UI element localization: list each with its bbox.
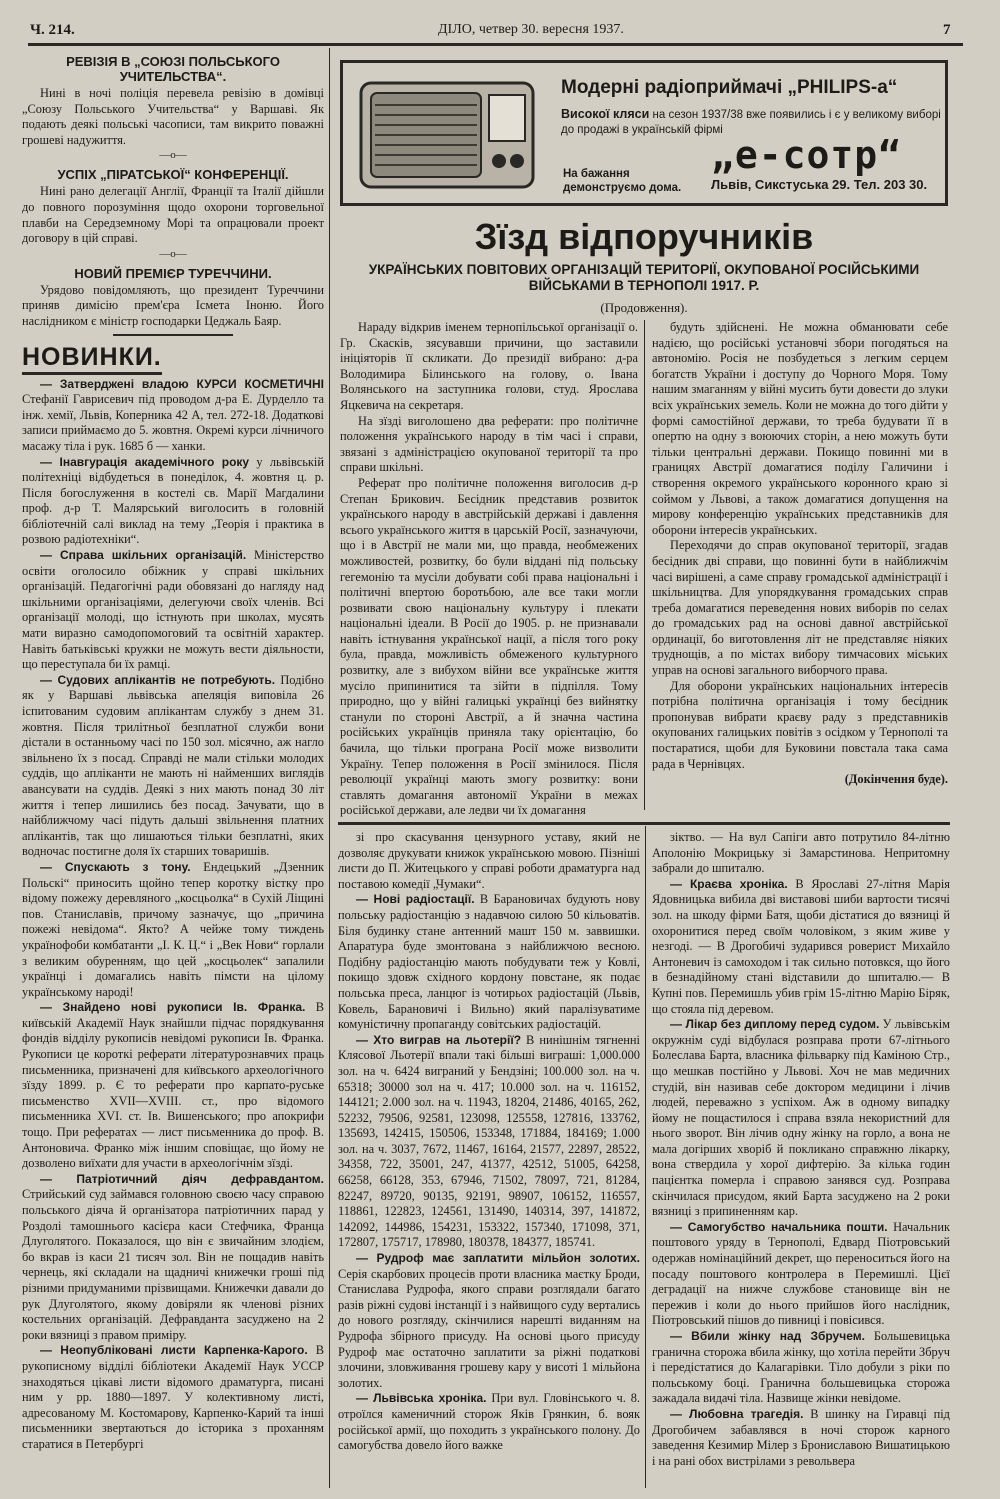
item-text: При вул. Гловінського ч. 8. отроїлся каменичний сторож Яків Грянкин, б. вояк російської армії, що походить з українського полону. До самогубства довело його важке: [338, 1391, 640, 1453]
news-item: [338, 892, 640, 1032]
item-lead: — Спускають з тону.: [40, 859, 191, 874]
paper-date: ДІЛО, четвер 30. вересня 1937.: [438, 22, 624, 37]
middle-column: [338, 830, 640, 1488]
item-text: У львівськім окружнім суді відбулася розправа проти 67-літнього Болеслава Барта, власника фільварку під Каміною Стр., що мешкав постійно у Львові. Хоч не мав медичних студій, він називав себе доктором медицини і лічив людей, переважно з успіхом. Аж в одному випадку йому не пощастилося і справа взяла некористний для нього зворот. Він лічив одну жінку на горло, а вона не мала догірших хворіб й покликано справжню лікарку, вона ствердила у хорої дифтерію. За кілька годин пацієнтка померла і справою занявся суд. Розправа скінчилася присудом, який Бартa засуджено на 2 роки вязниці з припиненням кар.: [652, 1017, 950, 1219]
item-text: В київській Академії Наук знайшли підчас порядкування фондів відділу рукописів невідомі рукописи Ів. Франка. Рукописи це короткі реферати літературознавчих праць письменника, призначені для київського археологічного зїзду 1899. р. Є то реферати про карпато-руське письменство XVII—XVIII. ст., про відомого письменника XVI. ст. Ів. Вишенського; про апокрифи тощо. При рефератах — лист письменника до проф. В. Антоновича. Франко між іншим сповіщає, що йому не дозволено виїхати для участи в археологічнім зїзді.: [22, 1000, 324, 1171]
column-divider: [329, 48, 330, 1488]
item-text: В Барановичах будують нову польську радіостанцію з надавчою силою 50 кільоватів. Біля будинку стане антенний машт 150 м. заввишки. Апаратура буде змонтована з найближчою весною. Подібну радіостанцію мають побудувати теж у Ковлі, покищо здовж східного кордону повстане, як подає польська преса, ланцюг із чотирьох радіостацій (Львів, Ковель, Барановичі і Вильно) який паралізуватиме комуністичну пропаганду совітських радіостацій.: [338, 892, 640, 1032]
news-item: [652, 1017, 950, 1220]
ad-demo: На бажання демонструємо дома.: [563, 168, 682, 194]
item-text: Міністерство освіти оголосило обіжник у справі шкільних організацій. Педагогічні ради обовязані до нагляду над шкільними організаціями, делегуючи своїх членів. Всі організації молоді, що істнують при школах, мусять мати виразно самодопомоговий та освітній характер. Навіть батьківські кружки не можуть вести діяльности, що переступала би їх рамці.: [22, 548, 324, 672]
news-title: УСПІХ „ПІРАТСЬКОЇ“ КОНФЕРЕНЦІЇ.: [57, 167, 289, 183]
item-text: Стефанії Гаврисевич під проводом д-ра Е. Дурделло та інж. хемії, Львів, Коперника 42 А, тел. 272-18. Додаткові записи приймаємо до 5. жовтня. Окремі курси лічничого масажу тіла і рук. 1685 б — ханки.: [22, 392, 324, 453]
article-paragraph: Реферат про політичне положення виголосив д-р Степан Брикович. Бесідник представив розвиток українського народу в австрійській державі і давлення всього українського життя в царській Росії, зазначуючи, що і в Австрії не мали ми, що правда, необмежених можливостей, розвитку, бо були віддані під польську гегемонію та мусіли добувати собі права національні і політичні впертою боротьбою, але все таки могли розвивати свою національну культуру і плекати національні ідеали. В Росії до 1905. р. не признавали навіть істнування української нації, а після того року була, правда, можливість обмеженого культурного розвитку, але з вибухом війни все українське життя мусіло припинитися та зійти в підпілля. Тому природно, що у війні галицькі українці без вийнятку станули по стороні Австрії, а й значна частина російських українців приняла таку орієнтацію, бо бачила, що тільки програна Росії може визволити Україну. Тепер положення в Росії змінилося. Після революції українці мають змогу розвитку: вони ставлять домагання автономії України в межах російської держави, але ледви чи їх домагання: [340, 475, 638, 818]
article-paragraph: будуть здійснені. Не можна обманювати себе надією, що російські установчі збори погодяться на автономію. Росія не позбудеться з легким серцем богатств України і доступу до Чорного Моря. Тому нашим змаганням у війні мусить бути довести до злуки всіх українських земель. Коли не можна до того дійти у формі самостійної держави, то треба будувати її в опертю на одну з воюючих сторін, а нею можуть бути тільки центральні держави. Покищо повинні ми в границях Австрії домагатися поділу Галичини і створення окремого українського коронного краю зі соймом у Львові, а також домагатися допущення на мирову конференцію українських представників для оборони інтересів українських.: [652, 320, 948, 537]
article-column-1: [340, 320, 638, 818]
news-item: [22, 377, 324, 455]
item-text: зі про скасування цензурного уставу, який не дозволяє друкувати книжок українською мовою. Пізніші листи до П. Житецького у справі роботи драматурга над поставою комедії „Чумаки“.: [338, 830, 640, 891]
news-item: [338, 1251, 640, 1391]
item-lead: — Лікар без диплому перед судом.: [670, 1017, 880, 1032]
philips-advertisement: [340, 60, 948, 206]
news-item: [22, 1000, 324, 1172]
item-lead: — Судових аплікантів не потребують.: [40, 672, 276, 687]
item-text: В рукописному відділі бібліотеки Академії Наук УССР знаходяться цікаві листи відомого драматурга, писані ним у рр. 1880—1897. У колективному листі, адресованому М. Костомарову, Карпенко-Карий та інші письменники звертаються до історика з проханням старатися в Петербургі: [22, 1343, 324, 1451]
news-item: [22, 673, 324, 860]
item-lead: — Любовна трагедія.: [670, 1406, 804, 1421]
separator: —o—: [159, 149, 187, 162]
column-divider: [645, 826, 646, 1488]
item-text: Начальник поштового уряду в Тернополі, Едвард Піотровський одержав номінаційний декрет, що переноситься його на посаду поштового контролера в Перемишлі. Цієї деградації на нижче службове становище він не пережив і коли до нього прийшов його наслідник, Піотровський пішов до пивниці і повісився.: [652, 1219, 950, 1328]
article-subtitle: УКРАЇНСЬКИХ ПОВІТОВИХ ОРГАНІЗАЦІЙ ТЕРИТОРІЇ, ОКУПОВАНОЇ РОСІЙСЬКИМИ ВІЙСЬКАМИ В ТЕРНОПОЛІ 1917. Р.: [368, 262, 920, 293]
news-item: [22, 548, 324, 673]
item-lead: — Вбили жінку над Збручем.: [670, 1329, 865, 1343]
item-text: Большевицька гранична сторожа вбила жінку, що хотіла перейти Збруч і передістатися до Калагарівки. Тіло добули з ріки по польському боці. Гранична большевицька сторожа зажадала видачі тіла. Назвище жінки невідоме.: [652, 1329, 950, 1406]
article-paragraph: Для оборони українських національних інтересів потрібна політична організація і тому бесідник пропонував вибрати краєву раду з представників окупованих галицьких повітів з осідком у Тернополі та постаратися, щоби для Буковини повстала така сама рада в Чернівцях.: [652, 678, 948, 771]
item-lead: — Самогубство начальника пошти.: [670, 1219, 888, 1234]
section-rule: [113, 334, 234, 336]
news-item: [22, 1343, 324, 1452]
news-item: [652, 1220, 950, 1329]
header-rule: [28, 43, 963, 46]
news-item: [338, 830, 640, 892]
article-paragraph: Нараду відкрив іменем тернопільської організації о. Гр. Скасків, зясувавши причини, що заставили ініціяторів її скликати. До президії вибрано: д-ра Володимира Білинського на голову, о. Івана Волянського на заступника голови, студ. Ярослава Яцкевича на секретаря.: [340, 320, 638, 412]
page-number-left: Ч. 214.: [30, 22, 75, 38]
item-text: Серія скарбових процесів проти власника маєтку Броди, Станислава Рудрофа, якого справи розглядали багато разів ріжні судові інстанції і з найвищого суду вертались до нового розгляду, скінчилися нарешті виданням на Рудрофа збірного присуду. На основі цього присуду Рудроф має остаточно заплатити за ріжні податкові злочини, зловживання грошеву кару у висоті 1 мільйона золотих.: [338, 1266, 640, 1390]
item-lead: — Львівська хроніка.: [356, 1391, 487, 1406]
news-item: [22, 1172, 324, 1344]
item-text: Стрийський суд займався головною своєю часу справою польського діяча й організатора патріотичних парад у Роздолі тамошнього касієра каси Стефчика, Франца Длуголятого. Показалося, що він є звичайним злодієм, бо вкрав із каси 21 тисяч зол. Він не пощадив навіть чернець, які складали на щадничі книжечки гроші під різними придуманими прізвищами. Книжечки давали до рук Длуголятого, якому довіряли як членові різних костельних організацій. Дефравданта засуджено на 2 роки вязниці з правом приміру.: [22, 1187, 324, 1342]
item-text: Ендецький „Дзенник Польскі“ приносить щойно тепер коротку вістку про відому пожежу деревляного „косцьолка“ в Сухій Ліщині пов. Станиславів, причому зазначує, що „причина пожежі невідома“. Якто? А чейже тому тиждень українофоби комбатанти „І. К. Ц.“ і „Век Нови“ горлали з великим обуренням, що цей „косцьолек“ запалили українці і домагались навіть пімсти на цілому українському народі!: [22, 859, 324, 999]
article-bottom-rule: [338, 822, 950, 825]
column-divider: [644, 320, 645, 810]
news-title: РЕВІЗІЯ В „СОЮЗІ ПОЛЬСЬКОГО УЧИТЕЛЬСТВА“.: [66, 54, 280, 84]
item-lead: — Патріотичний діяч дефравдантом.: [40, 1171, 324, 1186]
ad-brand: „е-сотр“: [711, 133, 903, 177]
news-title: НОВИЙ ПРЕМІЄР ТУРЕЧЧИНИ.: [74, 265, 272, 281]
news-item: [652, 830, 950, 877]
article-title: Зїзд відпоручників: [474, 216, 814, 257]
item-lead: — Хто виграв на льотерії?: [356, 1032, 522, 1047]
radio-receiver-icon: [357, 75, 537, 193]
novynky-heading: НОВИНКИ.: [22, 342, 162, 375]
article-paragraph: На зїзді виголошено два реферати: про політичне положення українського народу в тім часі і справи, звязані з адміністрацією окупованої території та про справи шкільні.: [340, 413, 638, 475]
item-text: у львівській політехніці відбудеться в понеділок, 4. жовтня ц. р. Після богослуження в костелі св. Марії Магдалини проф. д-р Т. Малярський виголосить в головній бібліотечній салі виклад на тему „Теорія і практика в розвою радіотехніки“.: [22, 454, 324, 547]
separator: —o—: [159, 247, 187, 260]
news-body: Урядово повідомляють, що президент Туреччини приняв димісію прем'єра Ісмета Іноню. Його наслідником є міністр господарки Цеджаль Баяр.: [22, 282, 324, 328]
news-item: [338, 1033, 640, 1251]
news-body: Нині в ночі поліція перевела ревізію в домівці „Союзу Польського Учительства“ у Варшаві. Як подають деякі польські часописи, там викрито поважні грошеві надужиття.: [22, 86, 324, 147]
item-lead: — Рудроф має заплатити мільйон золотих.: [356, 1251, 640, 1266]
article-ending: (Докінчення буде).: [844, 772, 948, 787]
item-text: В шинку на Гиравці під Дрогобичем забавлявся в ночі сторож карного заведення Кезимир Мілер з Брониславою Вишатицькою і на рані обох вистрілами з револьвера: [652, 1406, 950, 1468]
news-body: Нині рано делегації Англії, Франції та Італії дійшли до повного порозуміння щодо охорони торговельної плавби на Середземному Морі та опрацювали проект договору в цій справі.: [22, 184, 324, 246]
item-text: зіктво. — На вул Сапіги авто потрутило 84-літню Аполонію Мокрицьку зі Замарстинова. Непритомну забрали до шпиталю.: [652, 830, 950, 876]
item-lead: — Знайдено нові рукописи Ів. Франка.: [40, 1000, 306, 1015]
item-lead: — Затверджені владою КУРСИ КОСМЕТИЧНІ: [40, 376, 324, 391]
item-text: В Ярославі 27-літня Марія Ядовницька вибила дві виставові шиби вартости тисячі зол. на шкоду фірми Батя, щоби дістатися до вязниці й охоронитися перед своїм чоловіком, з яким живе у незгоді. — В Дрогобичі зударився ровериcт Михайло Антоневич із самоходом і так сильно потовкся, що його в безнадійному стані відставили до шпиталю.— В Купні пов. Перемишль убив грім 15-літню Марію Біряк, що стояла під деревом.: [652, 876, 950, 1016]
right-column: [652, 830, 950, 1488]
article-paragraph: Переходячи до справ окупованої території, згадав бесідник дві справи, що повинні бути в найближчім часі вирішені, а саме справу громадської адміністрації і шкільництва. Для упорядкування громадських справ треба домагатися переведення нових виборів по селах до громадських рад на основі давної австрійської ординації, бо виготовлення літ не представляє ніяких труднощів, а по містах вибору тимчасових міських управ на основі загального виборчого права.: [652, 538, 948, 678]
article-continued: (Продовження).: [600, 300, 688, 315]
news-item: [652, 877, 950, 1017]
left-column: [22, 48, 324, 1488]
page-header: [28, 22, 963, 42]
news-item: [652, 1407, 950, 1469]
news-item: [22, 455, 324, 549]
item-lead: — Справа шкільних організацій.: [40, 548, 247, 563]
page-number-right: 7: [943, 22, 951, 38]
news-item: [338, 1391, 640, 1453]
news-item: [652, 1329, 950, 1407]
news-item: [22, 860, 324, 1000]
item-lead: — Краєва хроніка.: [670, 876, 788, 891]
ad-title: Модерні радіоприймачі „PHILIPS-а“: [561, 77, 898, 98]
item-text: Подібно як у Варшаві львівська апеляція виповіла 26 іспитованим судовим аплікантам службу з днем 31. жовтня. Після трилітньої безплатної служби вони дістали в останньому часі по 150 зол. місячно, аж нагло звільнено їх з посад. Справді не мали стільки молодих суддів, що апліканти не мають ні найменших виглядів авансувати на суддів. Деякі з них мають понад 30 літ життя і тепер лишились без посад. Зачувати, що в найближчому часі підуть дальші звільнення платних аплікантів, так що лишаються тільки безплатні, яких водночас постигне доля їх старших товаришів.: [22, 672, 324, 859]
ad-address: Львів, Сикстуська 29. Тел. 203 30.: [711, 177, 928, 192]
item-lead: — Нові радіостації.: [356, 892, 475, 907]
item-lead: — Неопубліковані листи Карпенка-Карого.: [40, 1343, 308, 1358]
ad-line-bold: Високої кляси: [561, 107, 650, 121]
ad-line-rest: на сезон 1937/38 вже появились і є у великому виборі до продажі в українській фірмі: [561, 109, 941, 136]
item-lead: — Інавгурація академічного року: [40, 454, 250, 469]
item-text: В нинішнім тягненні Клясової Льотерії впали такі більші виграші: 1,000.000 зол. на ч. 6424 виграний у Бендзіні; 100.000 зол. на ч. 65318; 30000 зол на ч. 417; 10.000 зол. на ч. 116152, 144121; 2.000 зол. на ч. 11943, 18204, 21486, 40165, 262, 52232, 79506, 92581, 123098, 125558, 127816, 133762, 135693, 142415, 150506, 153348, 171884, 184169; 1.000 зол. на ч. 3037, 7672, 11467, 16164, 21577, 22897, 28522, 34358, 722, 35001, 247, 41377, 42512, 51005, 64258, 66258, 66128, 353, 67946, 71502, 78097, 721, 81284, 82247, 89720, 90135, 92191, 98907, 106152, 116557, 118861, 122823, 124561, 131490, 140314, 397, 141872, 142092, 144986, 154231, 153322, 157340, 171098, 371, 172807, 175717, 178980, 180378, 184377, 185741.: [338, 1032, 640, 1250]
article-column-2: [652, 320, 948, 818]
